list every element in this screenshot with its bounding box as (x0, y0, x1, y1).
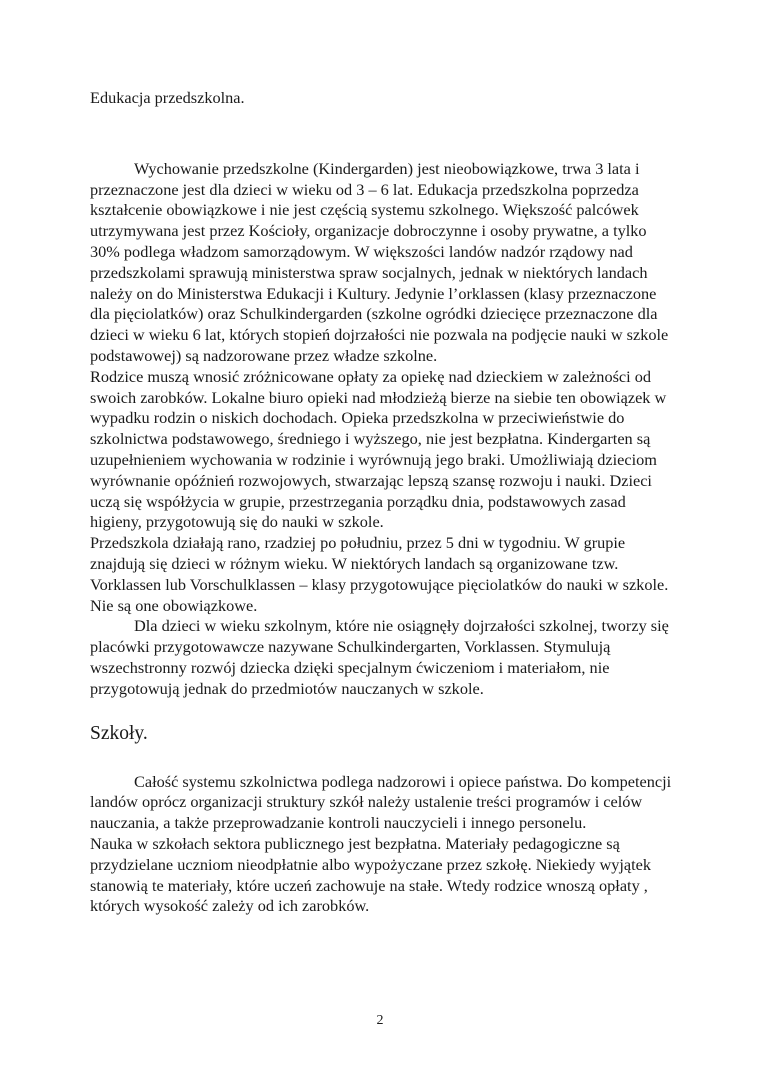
paragraph-schools-supervision: Całość systemu szkolnictwa podlega nadzorowi i opiece państwa. Do kompetencji landów oprócz organizacji struktury szkół należy ustalenie treści programów i celów nauczania, a także przeprowadzanie kontroli nauczycieli i innego personelu. (90, 771, 672, 833)
section-schools (90, 772, 680, 918)
page-number: 2 (376, 1013, 384, 1028)
paragraph-preschool-intro: Wychowanie przedszkolne (Kindergarden) jest nieobowiązkowe, trwa 3 lata i przeznaczone jest dla dzieci w wieku od 3 – 6 lat. Edukacja przedszkolna poprzedza kształcenie obowiązkowe i nie jest częścią systemu szkolnego. Większość palcówek utrzymywana jest przez Kościoły, organizacje dobroczynne i osoby prywatne, a tylko 30% podlega władzom samorządowym. W większości landów nadzór rządowy nad przedszkolami sprawują ministerstwa spraw socjalnych, jednak w niektórych landach należy on do Ministerstwa Edukacji i Kultury. Jedynie l’orklassen (klasy przeznaczone dla pięciolatków) oraz Schulkindergarden (szkolne ogródki dziecięce przeznaczone dla dzieci w wieku 6 lat, których stopień dojrzałości nie pozwala na podjęcie nauki w szkole podstawowej) są nadzorowane przez władze szkolne. (90, 158, 669, 365)
paragraph-preschool-fees: Rodzice muszą wnosić zróżnicowane opłaty za opiekę nad dzieckiem w zależności od swoich zarobków. Lokalne biuro opieki nad młodzieżą bierze na siebie ten obowiązek w wypadku rodzin o niskich dochodach. Opieka przedszkolna w przeciwieństwie do szkolnictwa podstawowego, średniego i wyższego, nie jest bezpłatna. Kindergarten są uzupełnieniem wychowania w rodzinie i wyrównują jego braki. Umożliwiają dzieciom wyrównanie opóźnień rozwojowych, stwarzając lepszą szansę rozwoju i nauki. Dzieci uczą się współżycia w grupie, przestrzegania porządku dnia, podstawowych zasad higieny, przygotowują się do nauki w szkole. (90, 366, 667, 532)
paragraph-schools-free-education: Nauka w szkołach sektora publicznego jest bezpłatna. Materiały pedagogiczne są przydzielane uczniom nieodpłatnie albo wypożyczane przez szkołę. Niekiedy wyjątek stanowią te materiały, które uczeń zachowuje na stałe. Wtedy rodzice wnoszą opłaty , których wysokość zależy od ich zarobków. (90, 833, 652, 916)
paragraph-preschool-preparatory: Dla dzieci w wieku szkolnym, które nie osiągnęły dojrzałości szkolnej, tworzy się placówki przygotowawcze nazywane Schulkindergarten, Vorklassen. Stymulują wszechstronny rozwój dziecka dzięki specjalnym ćwiczeniom i materiałom, nie przygotowują jednak do przedmiotów nauczanych w szkole. (90, 616, 669, 698)
section-preschool (90, 159, 680, 700)
section-heading-schools: Szkoły. (90, 722, 148, 744)
document-title: Edukacja przedszkolna. (90, 88, 245, 107)
paragraph-preschool-schedule: Przedszkola działają rano, rzadziej po południu, przez 5 dni w tygodniu. W grupie znajdują się dzieci w różnym wieku. W niektórych landach są organizowane tzw. Vorklassen lub Vorschulklassen – klasy przygotowujące pięciolatków do nauki w szkole. Nie są one obowiązkowe. (90, 533, 669, 615)
